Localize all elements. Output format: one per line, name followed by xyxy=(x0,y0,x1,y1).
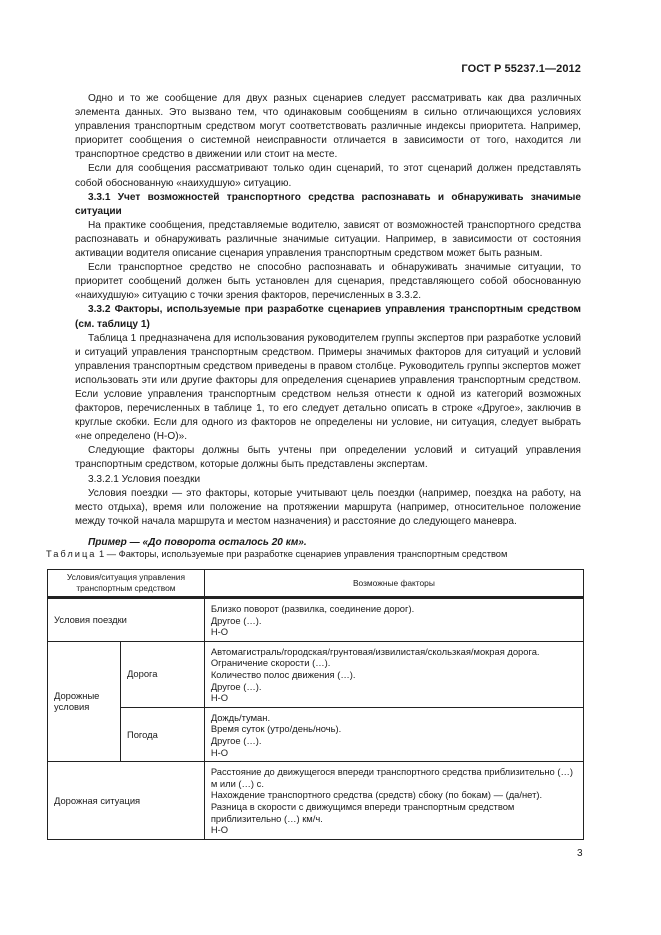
row-label-road-conditions: Дорожные условия xyxy=(48,641,121,761)
section-heading-3-3-1: 3.3.1 Учет возможностей транспортного средства распознавать и обнаруживать значимые ситуации xyxy=(75,191,581,217)
table-caption xyxy=(46,549,507,559)
factors-cell xyxy=(204,598,583,642)
sub-label-weather: Погода xyxy=(120,707,204,761)
factor-line: Н-О xyxy=(210,824,229,836)
factors-cell xyxy=(204,762,583,840)
factor-line: Н-О xyxy=(210,746,229,758)
factor-line: Нахождение транспортного средства (средств) сбоку (по бокам) — (да/нет). xyxy=(210,789,543,801)
table-row xyxy=(48,598,584,642)
paragraph: Таблица 1 предназначена для использования руководителем группы экспертов при разработке условий и ситуаций управления транспортным средством. Примеры значимых факторов для ситуаций и условий управления транспортным средством приведены в правом столбце. Руководитель группы экспертов может использовать эти или другие факторы для определения сценариев управления транспортным средством. Если условие управления транспортным средством нельзя отнести к одной из категорий возможных факторов, перечисленных в таблице 1, то его следует детально описать в строке «Другое», заключив в круглые скобки. Если для одного из факторов не определены ни условие, ни ситуация, следует выбрать «не определено (Н-О)». xyxy=(75,332,581,443)
example-note: Пример — «До поворота осталось 20 км». xyxy=(88,536,307,548)
factor-line: Н-О xyxy=(210,626,229,638)
factor-line: Время суток (утро/день/ночь). xyxy=(210,723,342,735)
paragraph: Если для сообщения рассматривают только один сценарий, то этот сценарий должен представлять собой обоснованную «наихудшую» ситуацию. xyxy=(75,163,581,189)
factor-line: Н-О xyxy=(210,692,229,704)
section-heading-3-3-2: 3.3.2 Факторы, используемые при разработке сценариев управления транспортным средством (см. таблицу 1) xyxy=(75,304,581,330)
factor-line: Другое (…). xyxy=(210,734,262,746)
body-text xyxy=(75,92,581,550)
factor-line: Близко поворот (развилка, соединение дорог). xyxy=(210,603,415,614)
table-row xyxy=(48,641,584,707)
table-header-row xyxy=(48,570,584,598)
factor-line: Другое (…). xyxy=(210,680,262,692)
factor-line: Дождь/туман. xyxy=(210,711,271,723)
factor-line: Количество полос движения (…). xyxy=(210,668,356,680)
paragraph: На практике сообщения, представляемые водителю, зависят от возможностей транспортного средства распознавать и обнаруживать различные значимые ситуации. Например, в зависимости от состояния активации водителя описание сценария управления транспортным средством может быть разным. xyxy=(75,219,581,260)
factors-cell xyxy=(204,641,583,707)
factors-cell xyxy=(204,707,583,761)
paragraph: Если транспортное средство не способно распознавать и обнаруживать значимые ситуации, то приоритет сообщений должен быть установлен для сценария, представляющего собой обоснованную «наихудшую» ситуацию с точки зрения факторов, перечисленных в 3.3.2. xyxy=(75,262,581,302)
header-factors: Возможные факторы xyxy=(204,570,583,598)
factors-table xyxy=(47,569,584,840)
factor-line: Автомагистраль/городская/грунтовая/извилистая/скользкая/мокрая дорога. xyxy=(210,645,540,657)
paragraph: Условия поездки — это факторы, которые учитывают цель поездки (например, поездка на работу, на место отдыха), время или положение на протяжении маршрута (например, относительное положение между точкой начала маршрута и местом назначения) и расстояние до следующего маневра. xyxy=(75,487,581,527)
subsection-heading-3-3-2-1: 3.3.2.1 Условия поездки xyxy=(88,473,201,485)
row-label-trip-conditions: Условия поездки xyxy=(48,598,205,642)
factor-line: Ограничение скорости (…). xyxy=(210,657,331,669)
paragraph: Одно и то же сообщение для двух разных сценариев следует рассматривать как два различных элемента данных. Это вызвано тем, что одинаковым сообщениям в сильно отличающихся условиях управления транспортным средством могут соответствовать различные индексы приоритета. Например, приоритет сообщения о системной неисправности отличается в зависимости от того, находится ли транспортное средство в движении или стоит на месте. xyxy=(75,93,581,161)
factor-line: Разница в скорости с движущимся впереди транспортным средством приблизительно (…) км/ч. xyxy=(210,800,515,824)
sub-label-road: Дорога xyxy=(120,641,204,707)
table-row xyxy=(48,762,584,840)
row-label-traffic-situation: Дорожная ситуация xyxy=(48,762,205,840)
document-code: ГОСТ Р 55237.1—2012 xyxy=(461,63,581,75)
table-caption-text: 1 — Факторы, используемые при разработке сценариев управления транспортным средством xyxy=(99,549,508,559)
page-number: 3 xyxy=(577,848,583,859)
table-caption-label: Таблица xyxy=(46,549,97,559)
factor-line: Другое (…). xyxy=(210,614,262,626)
header-conditions: Условия/ситуация управления транспортным средством xyxy=(48,570,205,598)
factor-line: Расстояние до движущегося впереди транспортного средства приблизительно (…) м или (…) с. xyxy=(210,766,573,789)
table-row xyxy=(48,707,584,761)
paragraph: Следующие факторы должны быть учтены при определении условий и ситуаций управления транспортным средством, которые должны быть представлены экспертам. xyxy=(75,445,581,471)
